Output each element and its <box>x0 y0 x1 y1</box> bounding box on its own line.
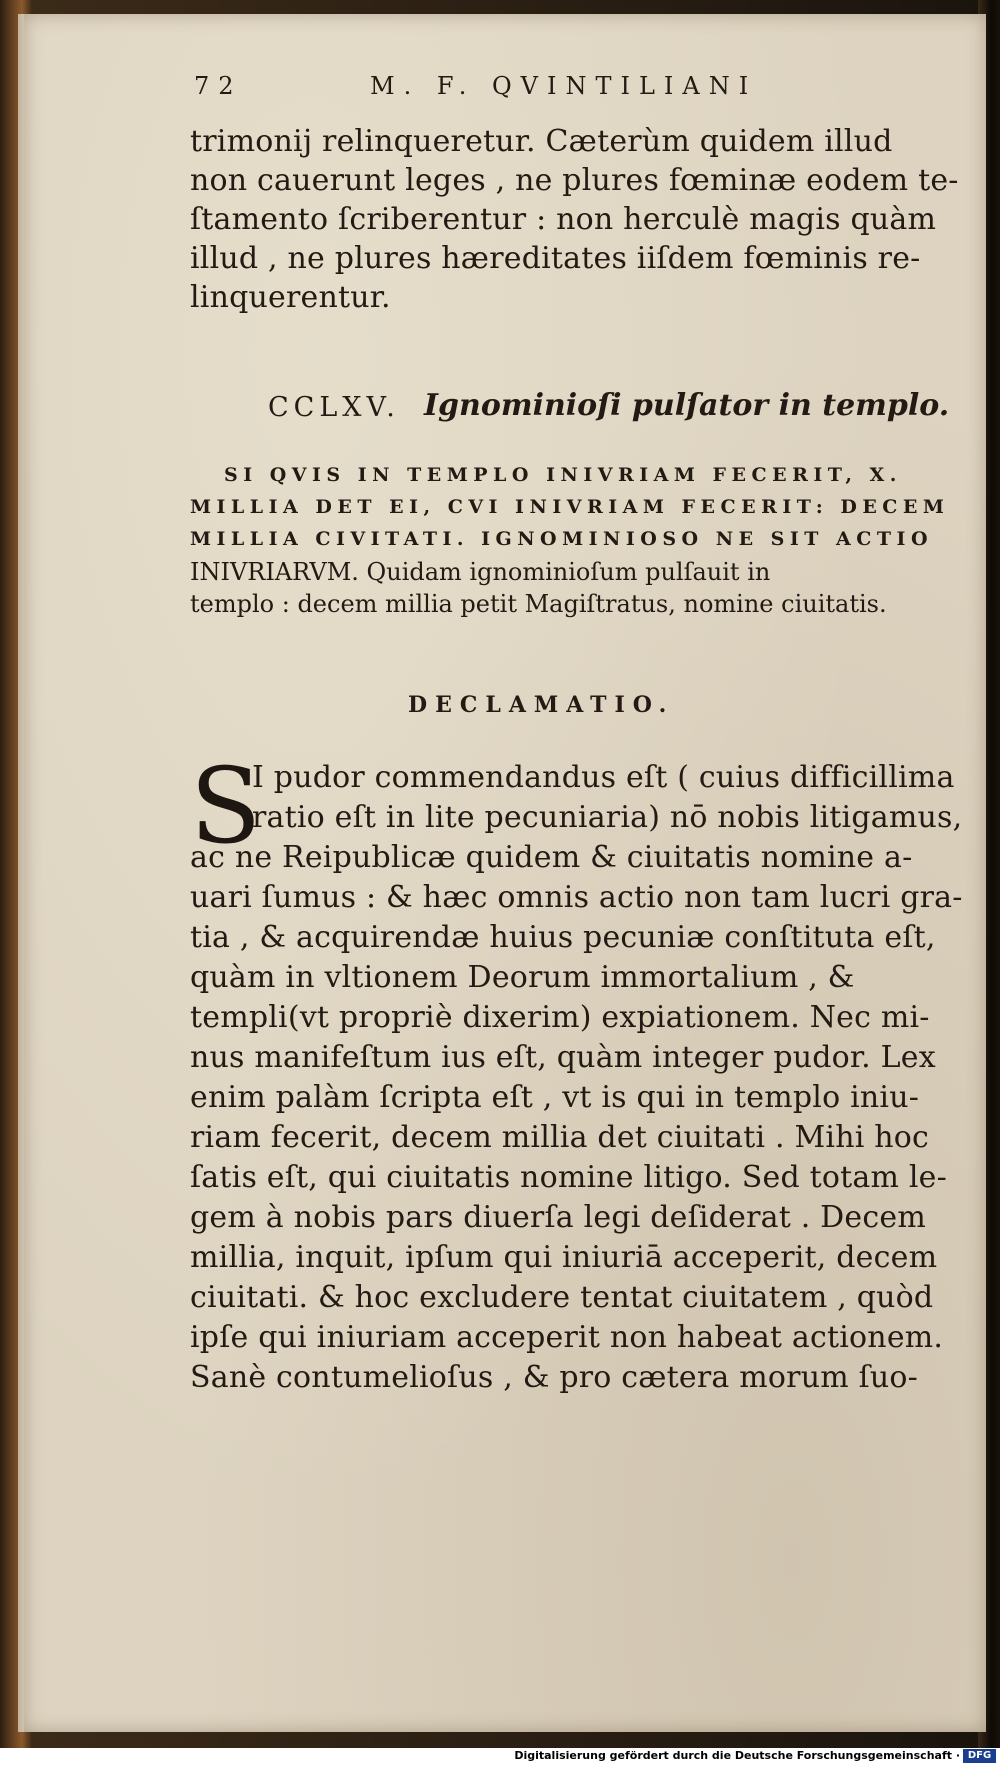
text-line: ipſe qui iniuriam acceperit non habeat actionem. <box>190 1320 944 1355</box>
text-line: non cauerunt leges , ne plures fœminæ eodem te- <box>190 163 959 198</box>
section-title: Ignominioſi pulſator in templo. <box>424 388 950 423</box>
argumentum-line: INIVRIARVM. Quidam ignominioſum pulſauit in <box>190 558 771 586</box>
running-title: M. F. QVINTILIANI <box>370 72 758 100</box>
text-line: nus manifeſtum ius eſt, quàm integer pudor. Lex <box>190 1040 936 1075</box>
text-line: illud , ne plures hæreditates iiſdem fœminis re- <box>190 241 921 276</box>
dfg-logo: DFG <box>963 1749 996 1763</box>
text-line: tia , & acquirendæ huius pecuniæ conſtituta eſt, <box>190 920 936 955</box>
text-line: ratio eſt in lite pecuniaria) nō nobis litigamus, <box>252 800 963 835</box>
text-line: ac ne Reipublicæ quidem & ciuitatis nomine a- <box>190 840 913 875</box>
text-line: I pudor commendandus eſt ( cuius difficillima <box>252 760 955 795</box>
argumentum-line: templo : decem millia petit Magiſtratus, nomine ciuitatis. <box>190 590 887 618</box>
text-line: millia, inquit, ipſum qui iniuriā acceperit, decem <box>190 1240 938 1275</box>
drop-cap: S <box>190 745 262 867</box>
text-line: uari ſumus : & hæc omnis actio non tam lucri gra- <box>190 880 963 915</box>
argumentum-line: MILLIA CIVITATI. IGNOMINIOSO NE SIT ACTIO <box>190 528 933 550</box>
text-line: ſtamento ſcriberentur : non herculè magis quàm <box>190 202 937 237</box>
argumentum-line: SI QVIS IN TEMPLO INIVRIAM FECERIT, X. <box>224 464 902 486</box>
section-number: CCLXV. <box>268 392 400 423</box>
argumentum-line: MILLIA DET EI, CVI INIVRIAM FECERIT: DECEM <box>190 496 950 518</box>
page-number: 72 <box>194 72 243 100</box>
text-line: riam fecerit, decem millia det ciuitati . Mihi hoc <box>190 1120 930 1155</box>
text-line: enim palàm ſcripta eſt , vt is qui in templo iniu- <box>190 1080 920 1115</box>
text-line: linquerentur. <box>190 280 391 315</box>
text-line: quàm in vltionem Deorum immortalium , & <box>190 960 855 995</box>
text-line: templi(vt propriè dixerim) expiationem. Nec mi- <box>190 1000 930 1035</box>
digitization-credit: Digitalisierung gefördert durch die Deutsche Forschungsgemeinschaft · <box>514 1749 960 1762</box>
text-line: gem à nobis pars diuerſa legi deſiderat . Decem <box>190 1200 926 1235</box>
text-line: ſatis eſt, qui ciuitatis nomine litigo. Sed totam le- <box>190 1160 947 1195</box>
text-line: trimonij relinqueretur. Cæterùm quidem illud <box>190 124 893 159</box>
declamatio-heading: DECLAMATIO. <box>408 692 675 718</box>
text-line: ciuitati. & hoc excludere tentat ciuitatem , quòd <box>190 1280 934 1315</box>
text-line: Sanè contumelioſus , & pro cætera morum ſuo- <box>190 1360 919 1395</box>
